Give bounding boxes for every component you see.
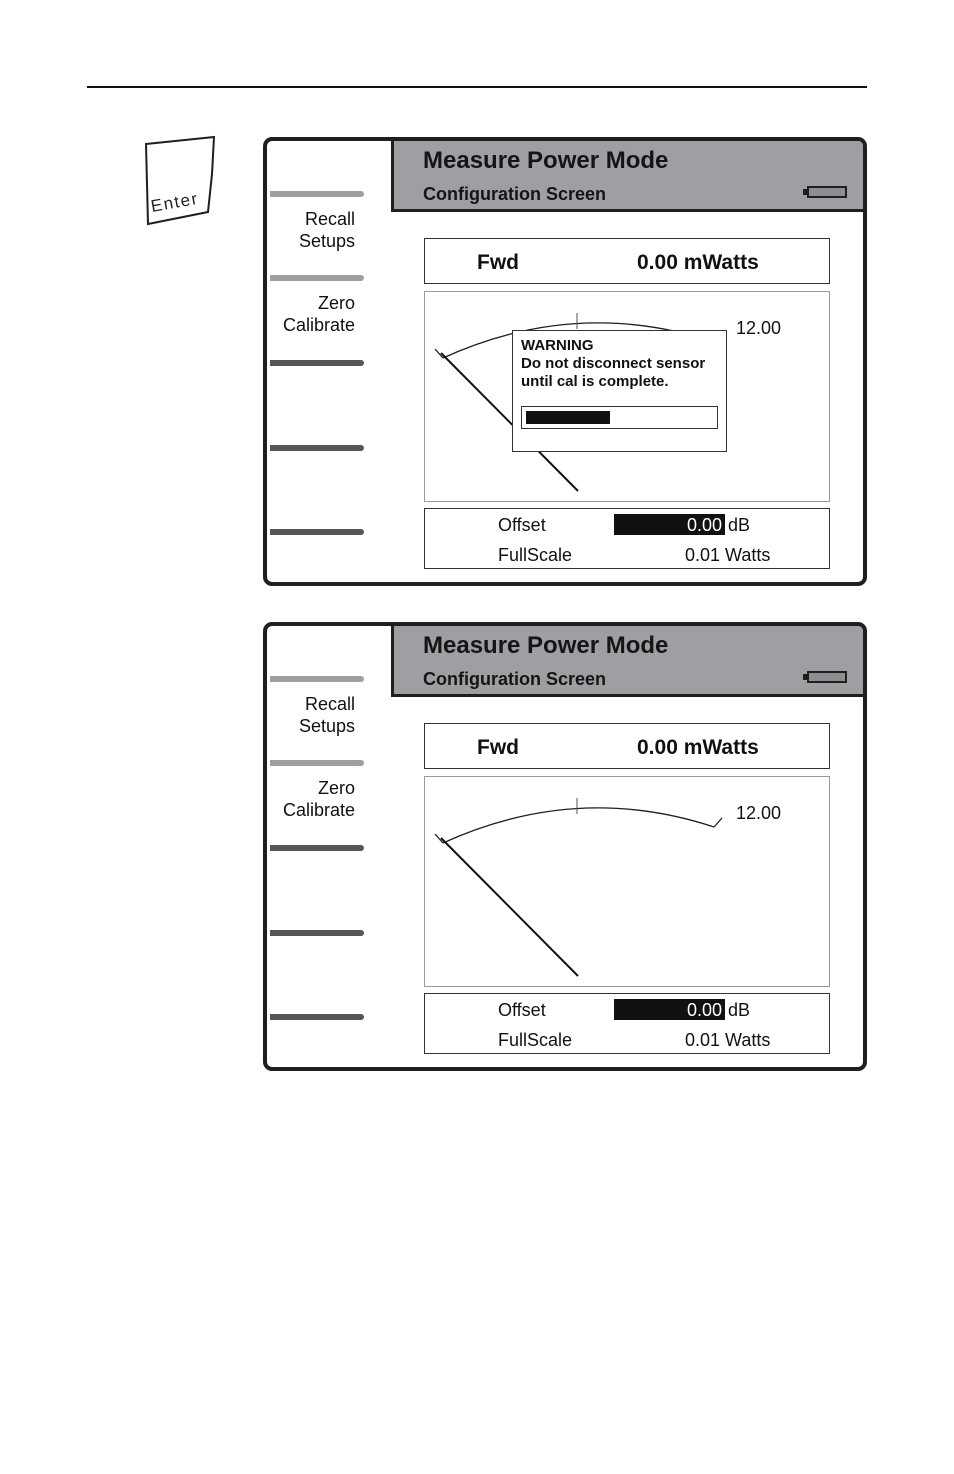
- enter-key-icon[interactable]: [140, 134, 222, 230]
- softkey-1-bar[interactable]: [270, 676, 364, 682]
- parameter-panel: [424, 993, 830, 1054]
- analog-meter: [424, 291, 830, 502]
- softkey-5-bar[interactable]: [270, 529, 364, 535]
- screen-subtitle: Configuration Screen: [423, 184, 607, 204]
- warning-title: WARNING: [521, 337, 594, 354]
- readout-value: 0.00 mWatts: [637, 736, 759, 759]
- forward-power-readout: [424, 238, 830, 284]
- progress-fill: [526, 411, 610, 424]
- offset-unit: dB: [728, 1000, 751, 1020]
- fullscale-value: 0.01 Watts: [685, 1030, 771, 1050]
- softkey-2-bar[interactable]: [270, 760, 364, 766]
- screen-header: [391, 626, 867, 697]
- readout-label: Fwd: [477, 736, 519, 759]
- warning-dialog: [512, 330, 727, 452]
- softkey-2-bar[interactable]: [270, 275, 364, 281]
- softkey-3-bar[interactable]: [270, 360, 364, 366]
- softkey-5-bar[interactable]: [270, 1014, 364, 1020]
- meter-scale-max: 12.00: [736, 803, 782, 823]
- offset-field[interactable]: [614, 514, 725, 535]
- meter-needle: [441, 838, 578, 976]
- calibration-progress-bar: [521, 406, 718, 429]
- softkey-label-line: Zero: [317, 293, 355, 313]
- warning-message-line: Do not disconnect sensor: [521, 355, 706, 372]
- softkey-1-bar[interactable]: [270, 191, 364, 197]
- config-screen-after-zero: [263, 622, 867, 1071]
- readout-value: 0.00 mWatts: [637, 251, 759, 274]
- analog-meter: [424, 776, 830, 987]
- softkey-recall-setups[interactable]: [263, 693, 355, 737]
- offset-value: 0.00: [686, 1000, 722, 1020]
- fullscale-label: FullScale: [498, 545, 573, 565]
- softkey-3-bar[interactable]: [270, 845, 364, 851]
- warning-message-line: until cal is complete.: [521, 373, 669, 390]
- screen-header: [391, 141, 867, 212]
- softkey-4-bar[interactable]: [270, 930, 364, 936]
- softkey-4-bar[interactable]: [270, 445, 364, 451]
- offset-field[interactable]: [614, 999, 725, 1020]
- battery-icon: [807, 186, 847, 198]
- page-top-rule: [87, 86, 867, 88]
- softkey-label-line: Setups: [298, 716, 355, 736]
- softkey-recall-setups[interactable]: [263, 208, 355, 252]
- softkey-label-line: Zero: [317, 778, 355, 798]
- meter-scale-max: 12.00: [736, 318, 782, 338]
- offset-unit: dB: [728, 515, 751, 535]
- softkey-label-line: Recall: [304, 209, 355, 229]
- readout-label: Fwd: [477, 251, 519, 274]
- offset-value: 0.00: [686, 515, 722, 535]
- softkey-label-line: Calibrate: [282, 315, 355, 335]
- parameter-panel: [424, 508, 830, 569]
- fullscale-label: FullScale: [498, 1030, 573, 1050]
- battery-icon: [807, 671, 847, 683]
- softkey-label-line: Calibrate: [282, 800, 355, 820]
- softkey-label-line: Recall: [304, 694, 355, 714]
- screen-title: Measure Power Mode: [423, 632, 669, 659]
- forward-power-readout: [424, 723, 830, 769]
- screen-title: Measure Power Mode: [423, 147, 669, 174]
- screen-subtitle: Configuration Screen: [423, 669, 607, 689]
- fullscale-value: 0.01 Watts: [685, 545, 771, 565]
- offset-label: Offset: [498, 1000, 546, 1020]
- enter-key-drawing: [140, 134, 222, 230]
- softkey-zero-calibrate[interactable]: [263, 292, 355, 336]
- softkey-zero-calibrate[interactable]: [263, 777, 355, 821]
- config-screen-calibrating: [263, 137, 867, 586]
- enter-key-label: Enter: [149, 188, 201, 216]
- softkey-label-line: Setups: [298, 231, 355, 251]
- offset-label: Offset: [498, 515, 546, 535]
